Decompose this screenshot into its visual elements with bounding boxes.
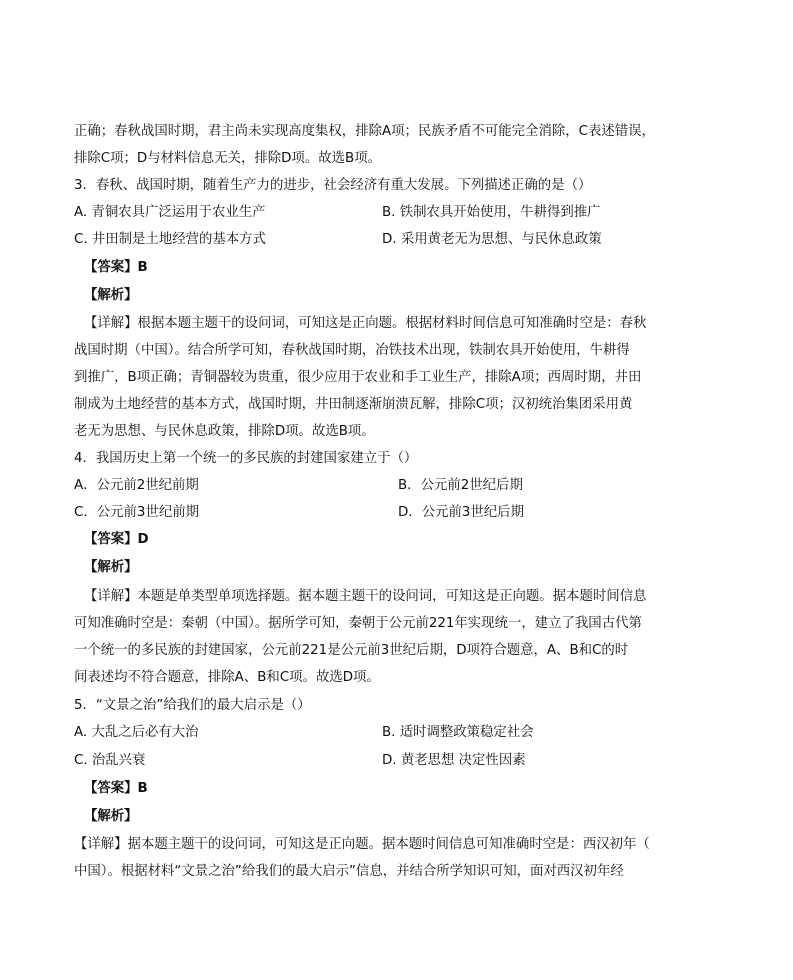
q3-detail-line-1: 【详解】根据本题主题干的设问词，可知这是正向题。根据材料时间信息可知准确时空是：春秋 [84, 316, 647, 331]
q5-answer: 【答案】B [84, 781, 148, 796]
q3-detail-line-2: 战国时期（中国）。结合所学可知，春秋战国时期，冶铁技术出现，铁制农具开始使用，牛耕得 [74, 343, 630, 358]
q3-answer: 【答案】B [84, 260, 148, 275]
q3-detail-line-3: 到推广，B项正确；青铜器较为贵重，很少应用于农业和手工业生产，排除A项；西周时期，井田 [74, 370, 642, 385]
q4-option-a: A．公元前2世纪前期 [74, 478, 199, 493]
q3-option-d: D. 采用黄老无为思想、与民休息政策 [382, 232, 602, 247]
q4-detail-line-3: 一个统一的多民族的封建国家，公元前221是公元前3世纪后期，D项符合题意，A、B和C的时 [74, 643, 629, 658]
q5-option-a: A. 大乱之后必有大治 [74, 725, 199, 740]
q4-analysis-label: 【解析】 [84, 560, 138, 575]
q2-explanation-line-1: 正确；春秋战国时期，君主尚未实现高度集权，排除A项；民族矛盾不可能完全消除，C表述错误， [74, 124, 655, 139]
q4-stem: 4．我国历史上第一个统一的多民族的封建国家建立于（） [74, 451, 418, 466]
q3-detail-line-5: 老无为思想、与民休息政策，排除D项。故选B项。 [74, 424, 375, 439]
q3-stem: 3．春秋、战国时期，随着生产力的进步，社会经济有重大发展。下列描述正确的是（） [74, 178, 592, 193]
q4-answer: 【答案】D [84, 532, 149, 547]
q5-analysis-label: 【解析】 [84, 809, 138, 824]
q4-option-c: C．公元前3世纪前期 [74, 505, 199, 520]
q3-option-c: C. 井田制是土地经营的基本方式 [74, 232, 266, 247]
q5-option-b: B. 适时调整政策稳定社会 [382, 725, 534, 740]
q5-detail-line-1: 【详解】据本题主题干的设问词，可知这是正向题。据本题时间信息可知准确时空是：西汉初年（ [74, 837, 650, 852]
q2-explanation-line-2: 排除C项；D与材料信息无关，排除D项。故选B项。 [74, 151, 381, 166]
q3-option-a: A. 青铜农具广泛运用于农业生产 [74, 205, 266, 220]
q5-option-d: D. 黄老思想 决定性因素 [382, 753, 526, 768]
q4-detail-line-4: 间表述均不符合题意，排除A、B和C项。故选D项。 [74, 670, 380, 685]
q4-option-d: D．公元前3世纪后期 [398, 505, 524, 520]
q3-analysis-label: 【解析】 [84, 288, 138, 303]
q4-option-b: B．公元前2世纪后期 [398, 478, 523, 493]
q4-detail-line-2: 可知准确时空是：秦朝（中国）。据所学可知，秦朝于公元前221年实现统一，建立了我国古代第 [74, 616, 642, 631]
q5-stem: 5．“文景之治”给我们的最大启示是（） [74, 698, 311, 713]
q4-detail-line-1: 【详解】本题是单类型单项选择题。据本题主题干的设问词，可知这是正向题。据本题时间信息 [84, 589, 647, 604]
q5-option-c: C. 治乱兴衰 [74, 753, 146, 768]
q3-detail-line-4: 制成为土地经营的基本方式，战国时期，井田制逐渐崩溃瓦解，排除C项；汉初统治集团采用黄 [74, 397, 633, 412]
q3-option-b: B. 铁制农具开始使用，牛耕得到推广 [382, 205, 601, 220]
q5-detail-line-2: 中国）。根据材料“文景之治”给我们的最大启示”信息，并结合所学知识可知，面对西汉初年经 [74, 864, 624, 879]
